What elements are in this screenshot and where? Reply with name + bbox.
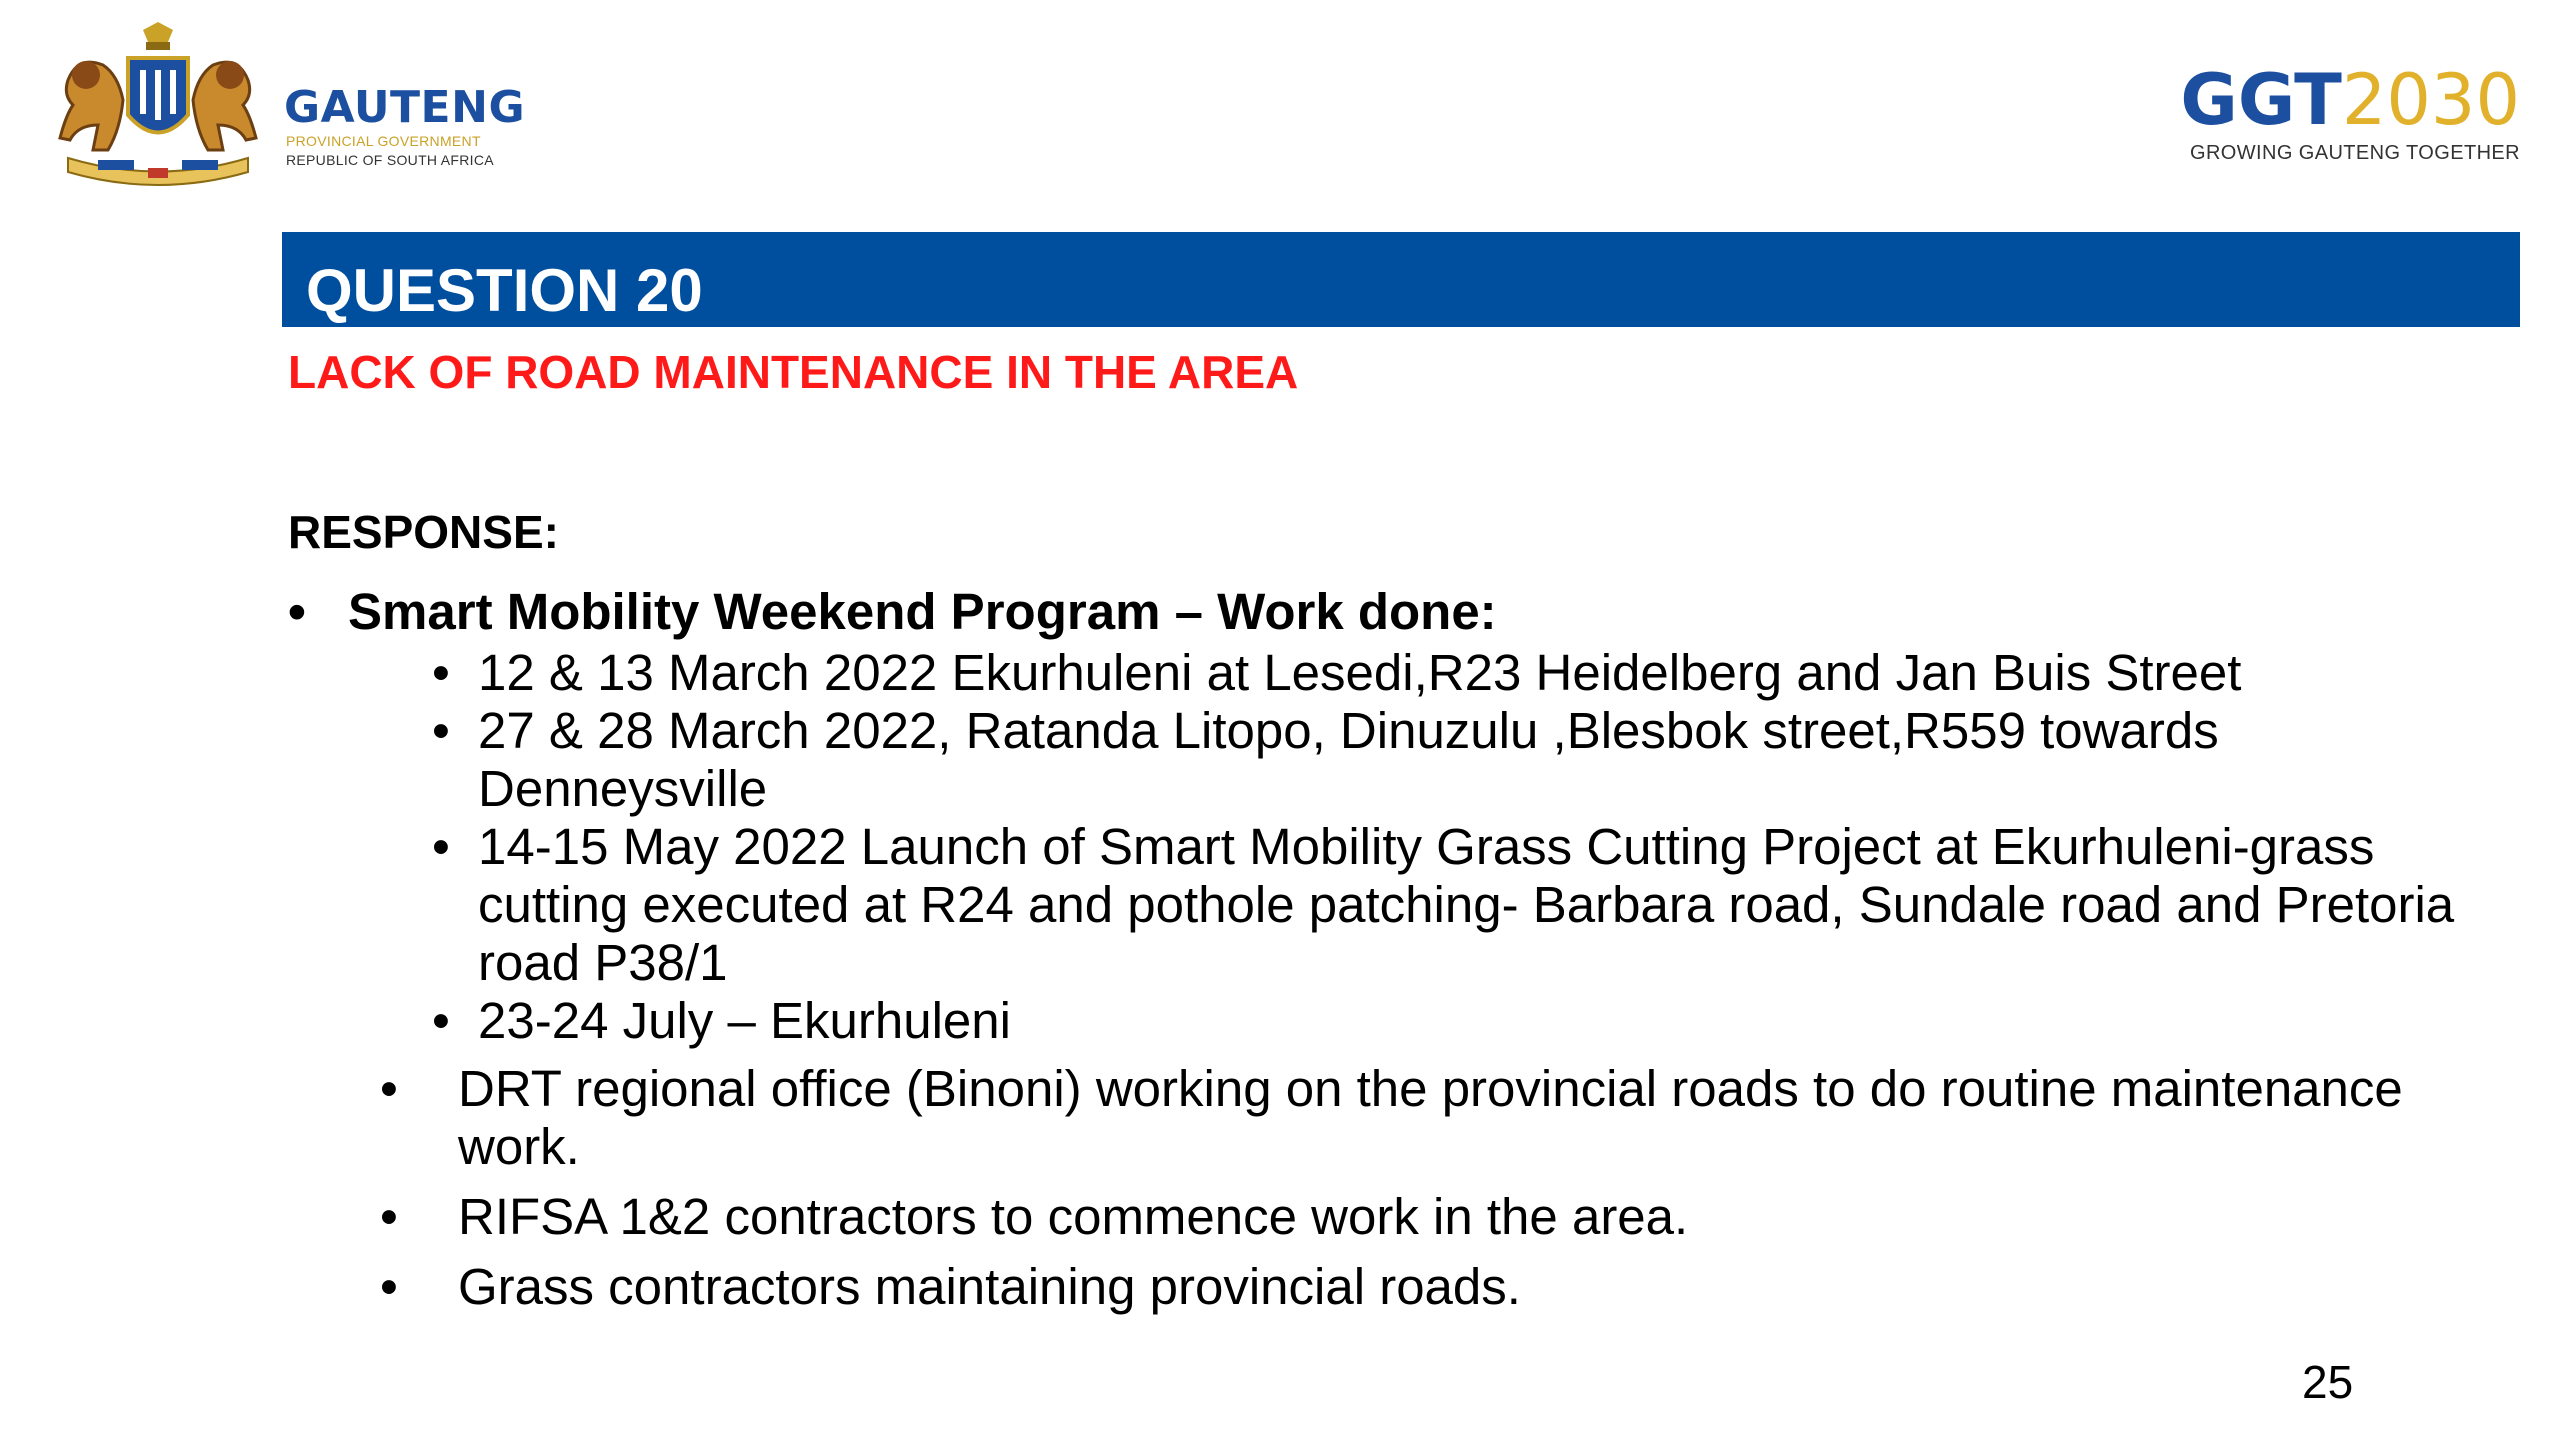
sub-bullet-text: 27 & 28 March 2022, Ratanda Litopo, Dinuzulu ,Blesbok street,R559 towards Denneysville <box>478 702 2219 817</box>
slide-title: QUESTION 20 <box>306 257 703 324</box>
outer-bullet-text: RIFSA 1&2 contractors to commence work in the area. <box>458 1188 1689 1245</box>
main-bullet-text: Smart Mobility Weekend Program – Work done: <box>348 583 1497 640</box>
ggt2030-wordmark <box>2160 60 2520 140</box>
bullet-marker: • <box>288 583 306 640</box>
slide-subtitle: LACK OF ROAD MAINTENANCE IN THE AREA <box>288 346 1299 398</box>
ggt-wordmark-part2: 2030 <box>2341 59 2520 141</box>
bullet-marker: • <box>432 702 450 759</box>
sub-bullet-list <box>432 644 2512 1050</box>
outer-bullet-item <box>380 1258 2520 1316</box>
sub-bullet-text: 12 & 13 March 2022 Ekurhuleni at Lesedi,R23 Heidelberg and Jan Buis Street <box>478 644 2242 701</box>
bullet-marker: • <box>380 1258 398 1315</box>
main-bullet-item <box>288 582 1497 642</box>
sub-bullet-item <box>432 702 2512 818</box>
bullet-marker: • <box>432 818 450 875</box>
gauteng-name: GAUTENG <box>284 82 526 133</box>
sub-bullet-text: 14-15 May 2022 Launch of Smart Mobility Grass Cutting Project at Ekurhuleni-grass cutting executed at R24 and pothole patching- Barbara road, Sundale road and Pretoria road P38/1 <box>478 818 2455 991</box>
outer-bullet-item <box>380 1060 2520 1176</box>
ggt2030-tagline: GROWING GAUTENG TOGETHER <box>2190 142 2520 164</box>
bullet-marker: • <box>432 644 450 701</box>
gauteng-subtitle-line2: REPUBLIC OF SOUTH AFRICA <box>286 152 494 168</box>
sub-bullet-item <box>432 818 2512 992</box>
bullet-marker: • <box>380 1060 398 1117</box>
outer-bullet-list <box>380 1060 2520 1328</box>
coat-of-arms-icon <box>48 20 268 190</box>
ggt-wordmark-part1: GGT <box>2180 59 2342 141</box>
title-bar <box>282 232 2520 327</box>
gauteng-subtitle-line1: PROVINCIAL GOVERNMENT <box>286 133 481 149</box>
outer-bullet-item <box>380 1188 2520 1246</box>
page-number: 25 <box>2302 1356 2354 1408</box>
sub-bullet-item <box>432 992 2512 1050</box>
sub-bullet-text: 23-24 July – Ekurhuleni <box>478 992 1011 1049</box>
outer-bullet-text: DRT regional office (Binoni) working on the provincial roads to do routine maintenance work. <box>458 1060 2403 1175</box>
response-label: RESPONSE: <box>288 506 559 558</box>
outer-bullet-text: Grass contractors maintaining provincial roads. <box>458 1258 1521 1315</box>
bullet-marker: • <box>432 992 450 1049</box>
ggt2030-logo <box>2160 60 2520 180</box>
bullet-marker: • <box>380 1188 398 1245</box>
sub-bullet-item <box>432 644 2512 702</box>
gauteng-logo <box>48 20 526 190</box>
